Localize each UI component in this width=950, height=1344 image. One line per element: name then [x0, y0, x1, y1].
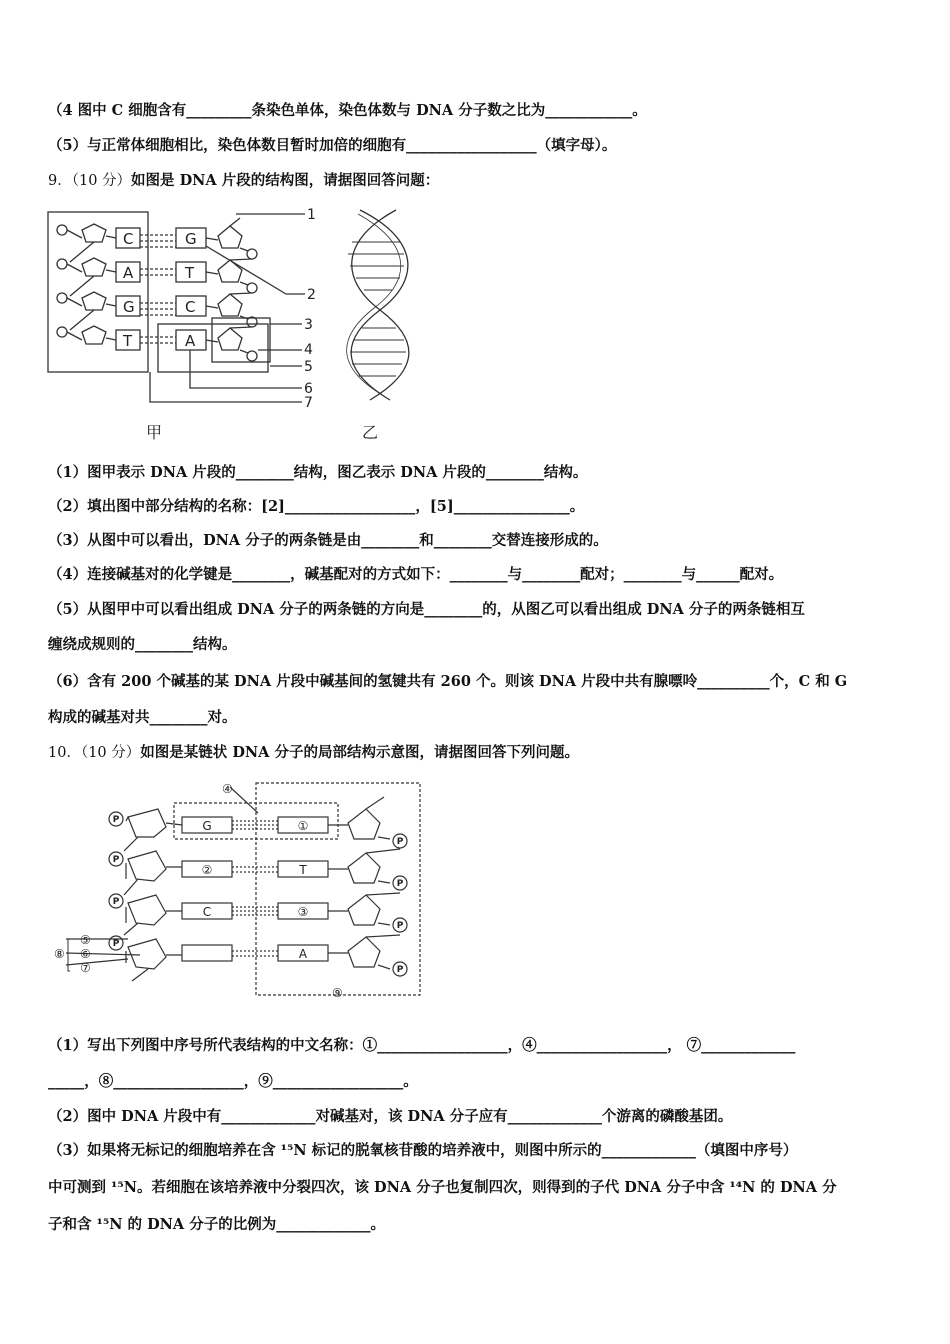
q10-sub1-line2: _____，⑧__________________，⑨__________________。 — [48, 1073, 418, 1090]
q10-base-right-4: A — [298, 947, 308, 961]
q10-label-4: ④ — [222, 782, 233, 796]
q10-label-5: ⑤ — [80, 933, 91, 947]
q10-base-left-3: C — [202, 905, 212, 919]
q9-sub6-line2: 构成的碱基对共________对。 — [48, 709, 237, 726]
q9-label-6: 6 — [304, 381, 313, 397]
q9-base-left-3: G — [123, 298, 135, 316]
q9-base-right-1: G — [185, 230, 197, 248]
q9-label-3: 3 — [304, 317, 313, 333]
q9-label-7: 7 — [304, 395, 313, 411]
q9-number: 9． — [48, 173, 72, 189]
q9-double-helix — [347, 210, 409, 400]
q9-left-backbone — [57, 224, 106, 344]
q10-base-right-3: ③ — [297, 905, 309, 919]
q10-phosphate-left-4: P — [112, 939, 120, 949]
q9-base-left-4: T — [123, 332, 133, 350]
q10-phosphate-left-3: P — [112, 897, 120, 907]
q9-label-yi: 乙 — [362, 423, 379, 442]
q9-base-right-3: C — [185, 298, 196, 316]
q10-phosphate-right-1: P — [396, 837, 404, 847]
q9-base-left-1: C — [123, 230, 134, 248]
q10-base-left-2: ② — [201, 863, 213, 877]
q9-dna-diagram — [40, 200, 420, 450]
q9-sub1: （1）图甲表示 DNA 片段的________结构，图乙表示 DNA 片段的________结构。 — [48, 464, 588, 481]
q9-label-2: 2 — [307, 287, 316, 303]
q8-part5: （5）与正常体细胞相比，染色体数目暂时加倍的细胞有__________________（填字母）。 — [48, 137, 617, 154]
q9-sub5-line2: 缠绕成规则的________结构。 — [48, 636, 237, 653]
q10-phosphate-right-3: P — [396, 921, 404, 931]
q10-label-6: ⑥ — [80, 947, 91, 961]
q10-phosphate-left-1: P — [112, 815, 120, 825]
q10-phosphate-right-2: P — [396, 879, 404, 889]
q10-sub2: （2）图中 DNA 片段中有_____________对碱基对，该 DNA 分子应有_____________个游离的磷酸基团。 — [48, 1108, 733, 1125]
q9-nucleotide-box — [158, 324, 268, 372]
q9-base-right-2: T — [185, 264, 195, 282]
q10-header — [48, 743, 579, 763]
q10-base-right-2: T — [299, 863, 307, 877]
q9-label-1: 1 — [307, 207, 316, 223]
q9-sub4: （4）连接碱基对的化学键是________，碱基配对的方式如下：________与________配对；________与______配对。 — [48, 566, 784, 583]
q9-label-jia: 甲 — [146, 423, 163, 442]
q9-sub3: （3）从图中可以看出，DNA 分子的两条链是由________和________交替连接形成的。 — [48, 532, 608, 549]
q10-label-8: ⑧ — [54, 947, 65, 961]
q10-right-backbone — [328, 797, 400, 969]
q10-number: 10． — [48, 745, 81, 761]
q9-label-4: 4 — [304, 342, 313, 358]
q9-header — [48, 171, 439, 191]
q9-stem: 如图是 DNA 片段的结构图，请据图回答问题： — [131, 172, 440, 189]
q10-dna-figure — [48, 775, 428, 1011]
q10-dna-diagram — [48, 775, 428, 1007]
q8-part4: （4 图中 C 细胞含有_________条染色单体，染色体数与 DNA 分子数之比为____________。 — [48, 102, 647, 119]
q9-sub6-line1: （6）含有 200 个碱基的某 DNA 片段中碱基间的氢键共有 260 个。则该 DNA 片段中共有腺嘌呤__________个，C 和 G — [48, 673, 848, 690]
q9-base-right-4: A — [185, 332, 196, 350]
q9-sub5-line1: （5）从图甲中可以看出组成 DNA 分子的两条链的方向是________的，从图乙可以看出组成 DNA 分子的两条链相互 — [48, 601, 805, 618]
q9-dna-figure — [40, 200, 420, 454]
q9-score: （10 分） — [71, 173, 132, 189]
q10-base-left-1: G — [202, 819, 212, 833]
q10-label-7: ⑦ — [80, 961, 91, 975]
q9-right-backbone — [206, 218, 257, 361]
q10-stem: 如图是某链状 DNA 分子的局部结构示意图，请据图回答下列问题。 — [140, 744, 579, 761]
q10-sub3-line3: 子和含 ¹⁵N 的 DNA 分子的比例为_____________。 — [48, 1216, 385, 1233]
q10-sub3-line2: 中可测到 ¹⁵N。若细胞在该培养液中分裂四次，该 DNA 分子也复制四次，则得到的子代 DNA 分子中含 ¹⁴N 的 DNA 分 — [48, 1179, 837, 1196]
q9-sub2: （2）填出图中部分结构的名称：[2]__________________，[5]________________。 — [48, 498, 585, 515]
q10-phosphate-left-2: P — [112, 855, 120, 865]
q9-label-5: 5 — [304, 359, 313, 375]
q10-base-right-1: ① — [297, 819, 309, 833]
q10-sub3-line1: （3）如果将无标记的细胞培养在含 ¹⁵N 标记的脱氧核苷酸的培养液中，则图中所示的_____________（填图中序号） — [48, 1142, 798, 1159]
q10-score: （10 分） — [80, 745, 141, 761]
q10-label-9: ⑨ — [332, 986, 343, 1000]
q10-phosphate-right-4: P — [396, 965, 404, 975]
q10-sub1-line1: （1）写出下列图中序号所代表结构的中文名称：①__________________，④__________________， ⑦_____________ — [48, 1037, 796, 1054]
q9-base-left-2: A — [123, 264, 134, 282]
